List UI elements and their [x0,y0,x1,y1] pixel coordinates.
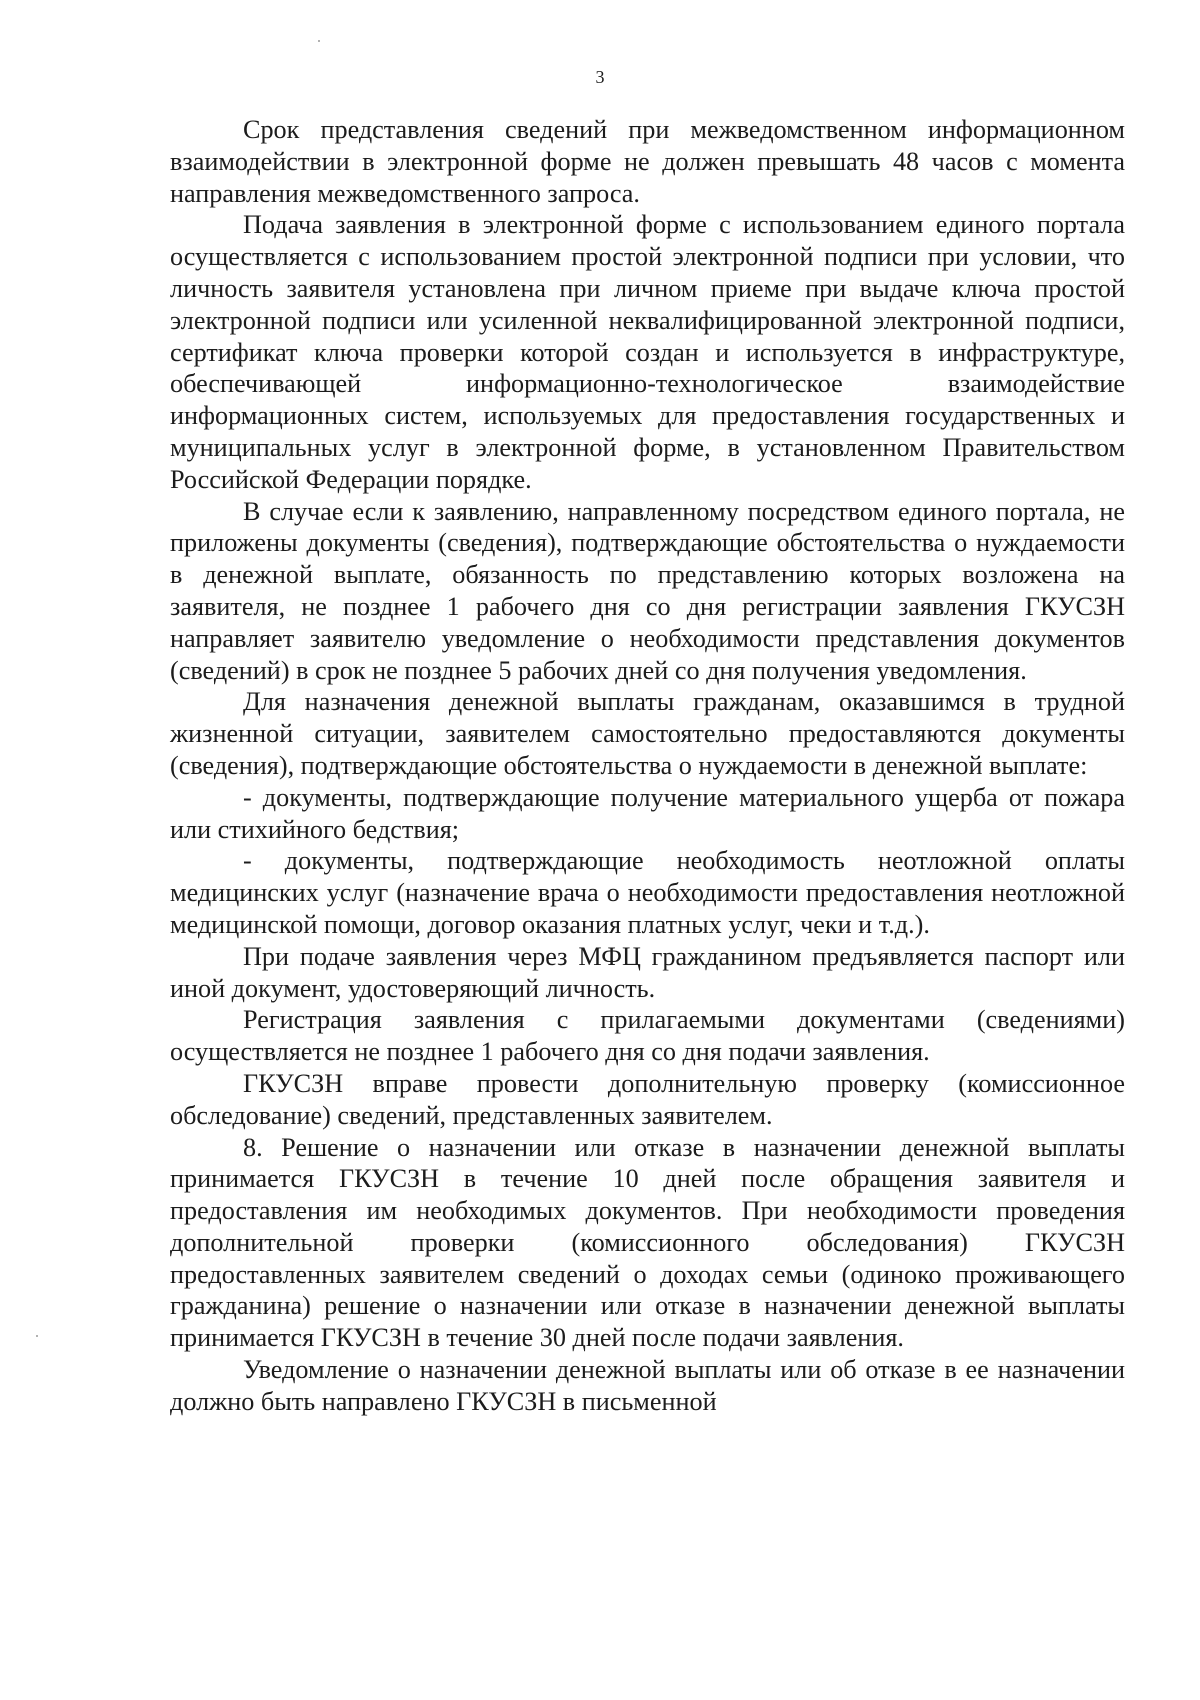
document-body [170,114,1125,1418]
paragraph-required-documents: Для назначения денежной выплаты гражданам, оказавшимся в трудной жизненной ситуации, заявителем самостоятельно предоставляются документы (сведения), подтверждающие обстоятельства о нуждаемости в денежной выплате: [170,687,1125,780]
paragraph-electronic-submission: Подача заявления в электронной форме с использованием единого портала осуществляется с использованием простой электронной подписи при условии, что личность заявителя установлена при личном приеме при выдаче ключа простой электронной подписи или усиленной неквалифицированной электронной подписи, сертификат ключа проверки которой создан и используется в инфраструктуре, обеспечивающей информационно-технологическое взаимодействие информационных систем, используемых для предоставления государственных и муниципальных услуг в электронной форме, в установленном Правительством Российской Федерации порядке. [170,210,1125,494]
paragraph-additional-check: ГКУСЗН вправе провести дополнительную проверку (комиссионное обследование) сведений, представленных заявителем. [170,1068,1125,1130]
paragraph-missing-documents: В случае если к заявлению, направленному посредством единого портала, не приложены документы (сведения), подтверждающие обстоятельства о нуждаемости в денежной выплате, обязанность по представлению которых возложена на заявителя, не позднее 1 рабочего дня со дня регистрации заявления ГКУСЗН направляет заявителю уведомление о необходимости представления документов (сведений) в срок не позднее 5 рабочих дней со дня получения уведомления. [170,496,1125,685]
paragraph-mfc-passport: При подаче заявления через МФЦ гражданином предъявляется паспорт или иной документ, удостоверяющий личность. [170,941,1125,1003]
page-number: 3 [595,67,605,87]
scan-speck [318,40,320,42]
paragraph-decision-term: 8. Решение о назначении или отказе в назначении денежной выплаты принимается ГКУСЗН в течение 10 дней после обращения заявителя и предоставления им необходимых документов. При необходимости проведения дополнительной проверки (комиссионного обследования) ГКУСЗН предоставленных заявителем сведений о доходах семьи (одиноко проживающего гражданина) решение о назначении или отказе в назначении денежной выплаты принимается ГКУСЗН в течение 30 дней после подачи заявления. [170,1132,1125,1353]
list-item-damage-documents: - документы, подтверждающие получение материального ущерба от пожара или стихийного бедствия; [170,782,1125,844]
paragraph-interagency-deadline: Срок представления сведений при межведомственном информационном взаимодействии в электронной форме не должен превышать 48 часов с момента направления межведомственного запроса. [170,115,1125,208]
paragraph-registration: Регистрация заявления с прилагаемыми документами (сведениями) осуществляется не позднее 1 рабочего дня со дня подачи заявления. [170,1005,1125,1067]
paragraph-notification: Уведомление о назначении денежной выплаты или об отказе в ее назначении должно быть направлено ГКУСЗН в письменной [170,1355,1125,1416]
scan-speck [36,1335,38,1337]
list-item-medical-documents: - документы, подтверждающие необходимость неотложной оплаты медицинских услуг (назначение врача о необходимости предоставления неотложной медицинской помощи, договор оказания платных услуг, чеки и т.д.). [170,846,1125,939]
